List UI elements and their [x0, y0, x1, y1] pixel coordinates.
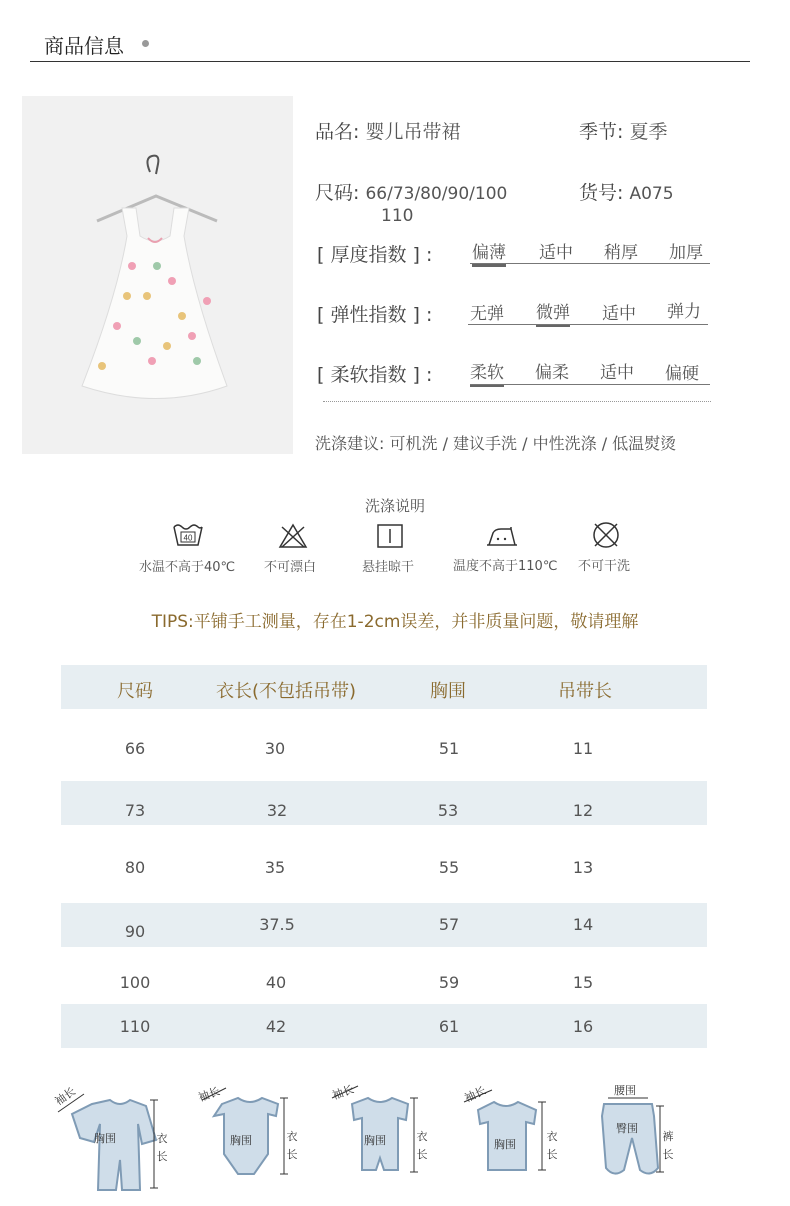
size-value: 66/73/80/90/100 — [365, 184, 508, 204]
name-value: 婴儿吊带裙 — [365, 121, 461, 143]
scale-line — [470, 384, 710, 385]
table-cell: 40 — [265, 973, 287, 992]
table-cell: 14 — [572, 915, 594, 934]
thickness-scale — [470, 236, 710, 266]
table-header: 胸围 — [430, 681, 466, 702]
thickness-label: [ 厚度指数 ] : — [317, 244, 433, 266]
wash-label: 不可干洗 — [578, 559, 631, 574]
name-key: 品名: — [315, 121, 360, 143]
scale-line — [470, 263, 710, 264]
softness-label: [ 柔软指数 ] : — [317, 364, 433, 386]
code-value: A075 — [629, 184, 674, 204]
short-romper-figure — [330, 1080, 440, 1190]
table-cell: 57 — [438, 915, 460, 934]
length-label: 衣 长 — [286, 1130, 298, 1161]
softness-option: 柔软 — [470, 358, 504, 387]
table-cell: 100 — [119, 973, 151, 992]
sleeve-label: 袖长 — [196, 1084, 222, 1105]
length-label: 衣 长 — [416, 1130, 428, 1161]
title-dot — [142, 40, 149, 47]
table-cell: 12 — [572, 801, 594, 820]
wash-advice: 洗涤建议: 可机洗 / 建议手洗 / 中性洗涤 / 低温熨烫 — [315, 434, 677, 453]
chest-label: 胸围 — [94, 1132, 116, 1145]
elasticity-scale — [468, 296, 708, 326]
table-cell: 80 — [124, 858, 146, 877]
length-label: 衣 长 — [546, 1130, 558, 1161]
table-cell: 11 — [572, 739, 594, 758]
thickness-option: 偏薄 — [472, 238, 506, 267]
size-key: 尺码: — [315, 182, 360, 204]
pants-figure — [594, 1080, 694, 1190]
softness-option: 偏柔 — [535, 363, 569, 383]
tshirt-figure — [462, 1080, 572, 1190]
table-cell: 90 — [124, 922, 146, 941]
table-header: 吊带长 — [558, 681, 612, 702]
table-cell: 73 — [124, 801, 146, 820]
tips-text: TIPS:平铺手工测量，存在1-2cm误差，并非质量问题，敬请理解 — [151, 612, 639, 632]
softness-option: 适中 — [600, 363, 634, 383]
header-divider — [30, 61, 750, 62]
table-cell: 30 — [264, 739, 286, 758]
table-cell: 61 — [438, 1017, 460, 1036]
softness-option: 偏硬 — [665, 364, 699, 384]
softness-scale — [470, 356, 710, 386]
elasticity-option: 适中 — [602, 304, 636, 324]
table-cell: 13 — [572, 858, 594, 877]
chest-label: 胸围 — [230, 1134, 252, 1147]
table-cell: 110 — [119, 1017, 151, 1036]
iron-110-icon — [485, 525, 519, 553]
wash-label: 不可漂白 — [264, 560, 317, 575]
table-cell: 15 — [572, 973, 594, 992]
no-bleach-icon — [278, 523, 308, 553]
bodysuit-figure — [196, 1080, 306, 1190]
thickness-option: 稍厚 — [604, 243, 638, 263]
romper-figure — [50, 1080, 180, 1195]
section-title: 商品信息 — [44, 34, 124, 58]
chest-label: 胸围 — [494, 1138, 516, 1151]
season-value: 夏季 — [629, 121, 668, 143]
dotted-divider — [323, 401, 711, 402]
product-image — [22, 96, 293, 454]
table-cell: 35 — [264, 858, 286, 877]
no-dry-clean-icon — [591, 520, 621, 554]
wash-label: 水温不高于40℃ — [139, 560, 236, 575]
thickness-option: 加厚 — [669, 243, 703, 263]
elasticity-option: 微弹 — [536, 298, 570, 327]
elasticity-option: 无弹 — [470, 304, 504, 324]
wash-temp-text: 40 — [183, 533, 193, 543]
table-cell: 42 — [265, 1017, 287, 1036]
table-header: 尺码 — [117, 681, 153, 702]
hip-label: 臀围 — [616, 1122, 638, 1135]
sleeve-label: 袖长 — [462, 1083, 488, 1105]
size-value-cont: 110 — [381, 206, 414, 226]
pants-length-label: 裤 长 — [662, 1130, 674, 1161]
chest-label: 胸围 — [364, 1134, 386, 1147]
table-cell: 32 — [266, 801, 288, 820]
code-key: 货号: — [579, 182, 624, 204]
table-header: 衣长(不包括吊带) — [216, 681, 357, 702]
table-cell: 51 — [438, 739, 460, 758]
season-key: 季节: — [579, 121, 624, 143]
wash-label: 悬挂晾干 — [362, 560, 415, 575]
elasticity-option: 弹力 — [667, 302, 701, 322]
length-label: 衣 长 — [156, 1132, 168, 1163]
table-cell: 59 — [438, 973, 460, 992]
table-cell: 53 — [437, 801, 459, 820]
wash-title: 洗涤说明 — [364, 497, 425, 515]
sleeve-label: 袖长 — [330, 1082, 356, 1103]
hang-dry-icon — [376, 523, 404, 553]
table-cell: 16 — [572, 1017, 594, 1036]
scale-line — [468, 324, 708, 325]
wash-40-icon — [172, 521, 204, 551]
table-cell: 55 — [438, 858, 460, 877]
thickness-option: 适中 — [539, 243, 573, 263]
wash-label: 温度不高于110℃ — [453, 559, 558, 574]
waist-label: 腰围 — [614, 1084, 636, 1097]
sleeve-label: 袖长 — [52, 1084, 79, 1109]
table-cell: 37.5 — [259, 915, 295, 934]
elasticity-label: [ 弹性指数 ] : — [317, 304, 433, 326]
table-cell: 66 — [124, 739, 146, 758]
